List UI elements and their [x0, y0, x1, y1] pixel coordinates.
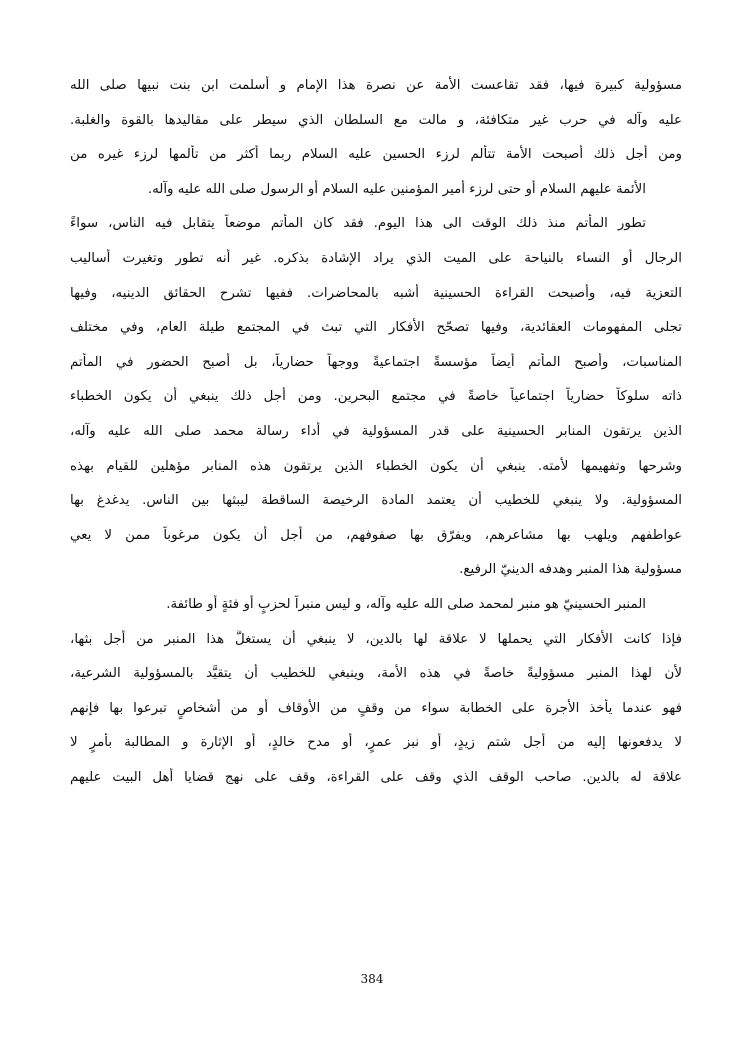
text-line-13: المسؤولية. ولا ينبغي للخطيب أن يعتمد المادة الرخيصة الساقطة ليبثها بين الناس. يدغدغ بها — [70, 493, 682, 509]
text-line-6: الرجال أو النساء بالنياحة على الميت الذي يراد الإشادة بذكره. غير أنه تطور وتغيرت أساليب — [70, 250, 682, 266]
text-line-10: ذاته سلوكاً حضارياً اجتماعياً خاصةً في مجتمع البحرين. ومن أجل ذلك ينبغي أن يكون الخطباء — [70, 389, 682, 405]
text-line-9: المناسبات، وأصبح المأتم أيضاً مؤسسةً اجتماعيةً ووجهاً حضارياً، بل أصبح الحضور في المأتم — [70, 354, 682, 370]
text-line-18: لأن لهذا المنبر مسؤوليةً خاصةً في هذه الأمة، وينبغي للخطيب أن يتقيَّد بالمسؤولية الشرعية، — [70, 666, 682, 682]
text-line-20: لا يدفعونها إليه من أجل شتم زيدٍ، أو نبز عمرٍ، أو مدح خالدٍ، أو الإثارة و المطالبة بأمرٍ لا — [70, 735, 682, 751]
text-line-5: تطور المأتم منذ ذلك الوقت الى هذا اليوم. فقد كان المأتم موضعاً يتقابل فيه الناس، سواءً — [70, 216, 646, 232]
text-line-2: عليه وآله في حرب غير متكافئة، و مالت مع السلطان الذي سيطر على مقاليدها بالقوة والغلبة. — [70, 112, 682, 128]
text-line-3: ومن أجل ذلك أصبحت الأمة تتألم لرزء الحسين عليه السلام ربما أكثر من تألمها لرزء غيره من — [70, 147, 682, 163]
text-line-16: المنبر الحسينيّ هو منبر لمحمد صلى الله عليه وآله، و ليس منبراً لحزبٍ أو فئةٍ أو طائفة. — [166, 596, 646, 612]
body-text — [70, 76, 682, 802]
text-line-12: وشرحها وتفهيمها لأمته. ينبغي أن يكون الخطباء الذين يرتقون هذه المنابر مؤهلين للقيام بهذه — [70, 458, 682, 474]
text-line-17: فإذا كانت الأفكار التي يحملها لا علاقة لها بالدين، لا ينبغي أن يستغلَّ هذا المنبر من أجل بثها، — [70, 631, 682, 647]
text-line-19: فهو عندما يأخذ الأجرة على الخطابة سواء من وقفٍ من الأوقاف أو من أشخاصٍ تبرعوا بها فإنهم — [70, 700, 682, 716]
text-line-1: مسؤولية كبيرة فيها، فقد تقاعست الأمة عن نصرة هذا الإمام و أسلمت ابن بنت نبيها صلى الله — [70, 78, 682, 93]
text-line-15: مسؤولية هذا المنبر وهدفه الدينيّ الرفيع. — [459, 562, 682, 578]
text-line-7: التعزية فيه، وأصبحت القراءة الحسينية أشبه بالمحاضرات. ففيها تشرح الحقائق الدينيه، وفيها — [70, 285, 682, 301]
text-line-14: عواطفهم ويلهب بها مشاعرهم، ويفرّق بها صفوفهم، من أجل أن يكون مرغوباً ممن لا يعي — [70, 527, 682, 543]
text-line-11: الذين يرتقون المنابر الحسينية على قدر المسؤولية في أداء رسالة محمد صلى الله عليه وآله، — [70, 423, 682, 439]
text-line-8: تجلى المفهومات العقائدية، وفيها تصحّح الأفكار التي تبث في المجتمع طيلة العام، وفي مختلف — [70, 320, 682, 336]
text-line-4: الأئمة عليهم السلام أو حتى لرزء أمير المؤمنين عليه السلام أو الرسول صلى الله عليه وآله. — [147, 181, 646, 197]
page-number: 384 — [360, 972, 384, 986]
text-line-21: علاقة له بالدين. صاحب الوقف الذي وقف على القراءة، وقف على نهج قضايا أهل البيت عليهم — [70, 769, 682, 785]
